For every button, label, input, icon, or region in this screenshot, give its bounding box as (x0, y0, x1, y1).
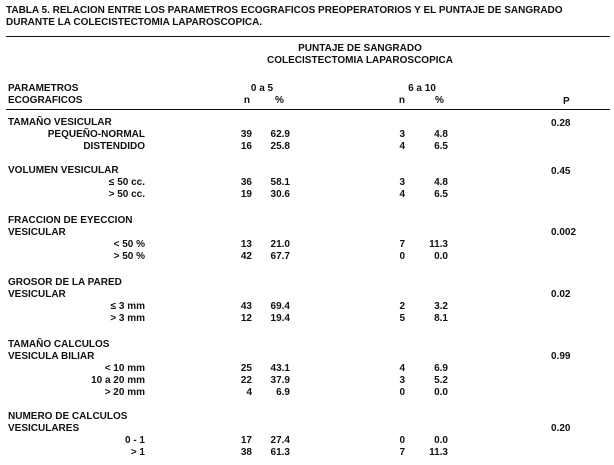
n-6-10: 5 (399, 313, 405, 324)
pct-0-5: 69.4 (270, 301, 290, 312)
row-label: < 50 % (113, 239, 145, 250)
row-label: DISTENDIDO (83, 141, 145, 152)
row-label: > 50 cc. (108, 189, 145, 200)
p-value: 0.28 (551, 118, 571, 129)
n-0-5: 17 (240, 435, 252, 446)
section-title: VESICULA BILIAR (8, 351, 95, 362)
group-header-line2: COLECISTECTOMIA LAPAROSCOPICA (267, 55, 453, 66)
row-label: PEQUEÑO-NORMAL (47, 129, 145, 140)
section-title: VOLUMEN VESICULAR (8, 165, 119, 176)
pct-0-5: 21.0 (270, 239, 290, 250)
row-label: > 50 % (113, 251, 145, 262)
table-title: TABLA 5. RELACION ENTRE LOS PARAMETROS ECOGRAFICOS PREOPERATORIOS Y EL PUNTAJE DE SANGRADO DURANTE LA COLECISTECTOMIA LAPAROSCOPICA. (6, 5, 563, 28)
row-label: < 10 mm (104, 363, 145, 374)
n-0-5: 22 (240, 375, 252, 386)
pct-6-10: 0.0 (434, 435, 448, 446)
p-value: 0.02 (551, 289, 571, 300)
pct-6-10: 0.0 (434, 387, 448, 398)
pct-0-5: 61.3 (270, 447, 290, 458)
row-label: 0 - 1 (124, 435, 145, 446)
row-label: 10 a 20 mm (91, 375, 145, 386)
row-label: > 20 mm (104, 387, 145, 398)
row-label: > 3 mm (110, 313, 145, 324)
n-6-10: 4 (399, 189, 405, 200)
pct-0-5: 30.6 (270, 189, 290, 200)
section-title: VESICULAR (8, 227, 66, 238)
n-6-10: 7 (399, 447, 405, 458)
n-0-5: 36 (240, 177, 252, 188)
pct-6-10: 5.2 (434, 375, 448, 386)
n-6-10: 3 (399, 375, 405, 386)
pct-0-5: 6.9 (276, 387, 290, 398)
section-title: VESICULARES (8, 423, 80, 434)
pct-6-10: 4.8 (434, 129, 448, 140)
p-value: 0.45 (551, 166, 571, 177)
range-header-0-5: 0 a 5 (250, 83, 274, 94)
p-value: 0.99 (551, 351, 571, 362)
n-6-10: 4 (399, 363, 405, 374)
n-6-10: 2 (399, 301, 405, 312)
row-label: ≤ 3 mm (110, 301, 145, 312)
pct-6-10: 3.2 (434, 301, 448, 312)
section-title: NUMERO DE CALCULOS (8, 411, 128, 422)
n-0-5: 43 (240, 301, 252, 312)
n-0-5: 4 (246, 387, 252, 398)
pct-header-1: % (275, 95, 284, 106)
section-title: TAMAÑO CALCULOS (8, 339, 110, 350)
p-value: 0.002 (551, 227, 577, 238)
pct-0-5: 25.8 (270, 141, 290, 152)
n-0-5: 42 (240, 251, 252, 262)
n-6-10: 3 (399, 177, 405, 188)
pct-header-2: % (435, 95, 444, 106)
top-rule (6, 36, 610, 37)
n-0-5: 38 (240, 447, 252, 458)
n-6-10: 0 (399, 251, 405, 262)
pct-6-10: 0.0 (434, 251, 448, 262)
range-header-6-10: 6 a 10 (408, 83, 436, 94)
n-0-5: 12 (240, 313, 252, 324)
pct-6-10: 6.9 (434, 363, 448, 374)
pct-6-10: 11.3 (429, 447, 448, 458)
section-title: FRACCION DE EYECCION (8, 215, 133, 226)
n-6-10: 0 (399, 387, 405, 398)
n-0-5: 39 (240, 129, 252, 140)
n-0-5: 19 (240, 189, 252, 200)
n-6-10: 3 (399, 129, 405, 140)
pct-0-5: 27.4 (270, 435, 290, 446)
p-header: P (563, 96, 570, 107)
n-header-2: n (398, 95, 405, 106)
pct-0-5: 37.9 (270, 375, 290, 386)
section-title: VESICULAR (8, 289, 66, 300)
n-6-10: 0 (399, 435, 405, 446)
n-0-5: 16 (240, 141, 252, 152)
n-0-5: 13 (240, 239, 252, 250)
pct-6-10: 6.5 (434, 141, 448, 152)
row-label: > 1 (130, 447, 145, 458)
row-label: ≤ 50 cc. (108, 177, 145, 188)
param-header-line2: ECOGRAFICOS (8, 95, 83, 106)
pct-6-10: 4.8 (434, 177, 448, 188)
p-value: 0.20 (551, 423, 571, 434)
pct-6-10: 8.1 (434, 313, 448, 324)
n-6-10: 7 (399, 239, 405, 250)
param-header-line1: PARAMETROS (8, 83, 79, 94)
pct-0-5: 19.4 (270, 313, 290, 324)
section-title: GROSOR DE LA PARED (8, 277, 122, 288)
n-0-5: 25 (240, 363, 252, 374)
pct-0-5: 62.9 (270, 129, 290, 140)
header-rule (6, 109, 610, 110)
section-title: TAMAÑO VESICULAR (8, 117, 112, 128)
pct-6-10: 11.3 (429, 239, 448, 250)
pct-0-5: 58.1 (270, 177, 290, 188)
pct-6-10: 6.5 (434, 189, 448, 200)
pct-0-5: 43.1 (270, 363, 290, 374)
pct-0-5: 67.7 (270, 251, 290, 262)
group-header-line1: PUNTAJE DE SANGRADO (298, 43, 422, 54)
n-header-1: n (243, 95, 250, 106)
n-6-10: 4 (399, 141, 405, 152)
